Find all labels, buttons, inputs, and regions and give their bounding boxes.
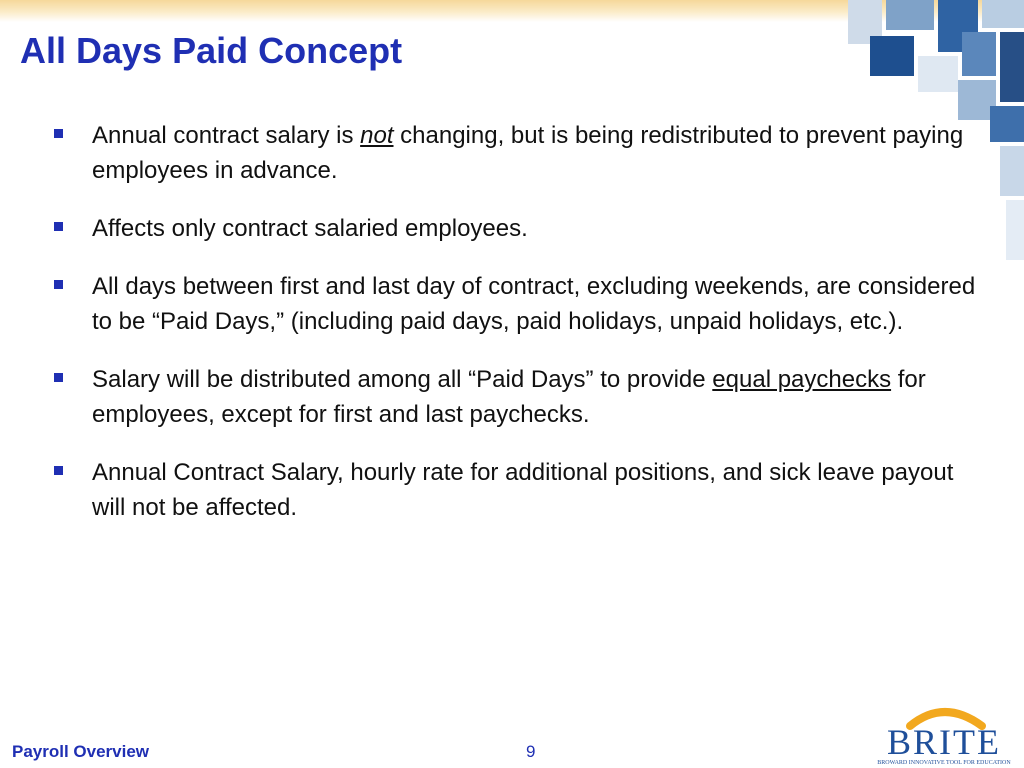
bullet-item bbox=[50, 455, 980, 525]
bullet-text: for employees, except for first and last paychecks. bbox=[92, 366, 926, 428]
bullet-text: changing, but is being redistributed to prevent paying employees in advance. bbox=[92, 122, 964, 184]
slide-title: All Days Paid Concept bbox=[20, 30, 403, 71]
bullet-text: Annual contract salary is bbox=[92, 122, 361, 149]
bullet-text: Affects only contract salaried employees. bbox=[92, 215, 528, 242]
square-bullet-icon bbox=[54, 466, 63, 475]
square-bullet-icon bbox=[54, 129, 63, 138]
brite-logo bbox=[872, 704, 1018, 766]
bullet-text: Annual Contract Salary, hourly rate for additional positions, and sick leave payout will not be affected. bbox=[92, 459, 954, 521]
emphasis-text: not bbox=[360, 122, 394, 149]
bullet-list bbox=[50, 118, 980, 548]
square-bullet-icon bbox=[54, 373, 63, 382]
logo-wordmark: BRITE bbox=[887, 722, 1001, 762]
footer-section-title: Payroll Overview bbox=[12, 742, 150, 761]
bullet-item bbox=[50, 269, 980, 339]
square-bullet-icon bbox=[54, 222, 63, 231]
logo-tagline: BROWARD INNOVATIVE TOOL FOR EDUCATION bbox=[877, 760, 1011, 766]
footer-page-number: 9 bbox=[526, 742, 536, 761]
bullet-text: Salary will be distributed among all “Paid Days” to provide bbox=[92, 366, 713, 393]
square-bullet-icon bbox=[54, 280, 63, 289]
bullet-item bbox=[50, 362, 980, 432]
emphasis-text: equal paychecks bbox=[712, 366, 892, 393]
bullet-item bbox=[50, 118, 980, 188]
bullet-item bbox=[50, 211, 980, 246]
bullet-text: All days between first and last day of contract, excluding weekends, are considered to be “Paid Days,” (including paid days, paid holidays, unpaid holidays, etc.). bbox=[92, 273, 976, 335]
